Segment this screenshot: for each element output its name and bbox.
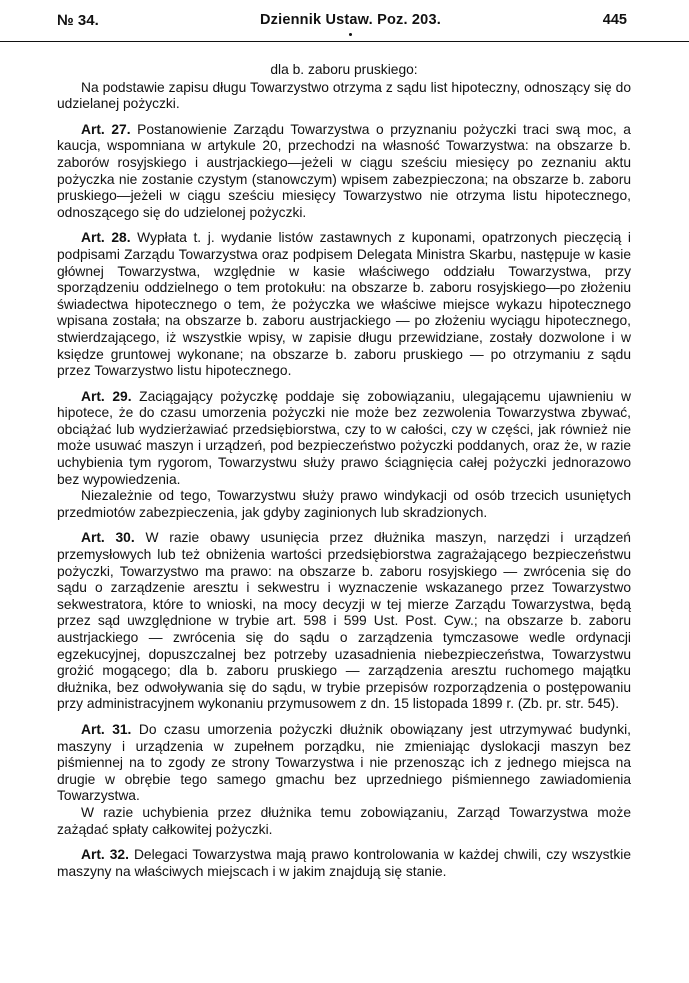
article-27 [57,122,631,222]
article-text: W razie obawy usunięcia przez dłużnika maszyn, narzędzi i urządzeń przemysłowych lub też obniżenia wartości przedsiębiorstwa zagrażającego bezpieczeństwu pożyczki, Towarzystwo ma prawo: na obszarze b. zaboru rosyjskiego — zwrócenia się do sądu o zarządzenie aresztu i sekwestru i wyznaczenie wskazanego przez Towarzystwo sekwestratora, które to wnioski, na mocy decyzji w tej mierze Zarządu Towarzystwa, będą przez sąd uwzględnione w trybie art. 598 i 599 Ust. Post. Cyw.; na obszarze b. zaboru austrjackiego — zwrócenia się do sądu o zarządzenia tymczasowe wedle ordynacji egzekucyjnej, dopuszczalnej bez potrzeby uzasadnienia niebezpieczeństwa, Towarzystwu grożić mogącego; dla b. zaboru pruskiego — zarządzenia aresztu ruchomego majątku dłużnika, bez odwoływania się do sądu, w trybie przepisów rozporządzenia o postępowaniu przy administracyjnem wykonaniu przymusowem z dn. 15 listopada 1899 r. (Zb. pr. str. 545). [57,530,631,712]
intro-paragraph: Na podstawie zapisu długu Towarzystwo otrzyma z sądu list hipoteczny, odnoszący się do udzielanej pożyczki. [57,79,631,112]
article-31 [57,722,631,805]
article-label: Art. 32. [81,847,129,863]
article-label: Art. 28. [81,230,131,246]
document-body [57,62,631,880]
article-text: Do czasu umorzenia pożyczki dłużnik obowiązany jest utrzymywać budynki, maszyny i urządzenia w zupełnem porządku, nie zmieniając dyslokacji maszyn bez piśmiennej na to zgody ze strony Towarzystwa i nie przenosząc ich z jednego miejsca na drugie w obrębie tego samego gmachu bez uprzedniego piśmiennego zawiadomienia Towarzystwa. [57,721,631,804]
article-label: Art. 29. [81,388,132,404]
article-text: Zaciągający pożyczkę poddaje się zobowiązaniu, ulegającemu ujawnieniu w hipotece, że do czasu umorzenia pożyczki nie może bez zezwolenia Towarzystwa zbywać, obciążać lub wydzierżawiać przedsiębiorstwa, czy to w całości, czy w części, jak również nie może usuwać maszyn i urządzeń, pod bezpieczeństwo pożyczki poddanych, oraz że, w razie uchybienia tym rygorom, Towarzystwu służy prawo ściągnięcia całej pożyczki jednorazowo bez wypowiedzenia. [57,388,631,487]
article-29-continuation: Niezależnie od tego, Towarzystwu służy prawo windykacji od osób trzecich usuniętych przedmiotów zabezpieczenia, jak gdyby zaginionych lub skradzionych. [57,488,631,520]
issue-number: № 34. [57,12,99,29]
article-label: Art. 27. [81,121,131,137]
article-28 [57,230,631,379]
article-label: Art. 30. [81,530,135,546]
article-32 [57,847,631,880]
section-subheading: dla b. zaboru pruskiego: [270,62,418,77]
header-dot [349,33,352,36]
article-text: Postanowienie Zarządu Towarzystwa o przyznaniu pożyczki traci swą moc, a kaucja, wspomniana w artykule 20, przechodzi na własność Towarzystwa: na obszarze b. zaborów rosyjskiego i austrjackiego—jeżeli w ciągu sześciu miesięcy po zeznaniu aktu pożyczka nie zostanie czystym (stanowczym) wpisem zabezpieczona; na obszarze b. zaboru pruskiego—jeżeli w ciągu sześciu miesięcy Towarzystwo nie otrzyma listu hipotecznego, odnoszącego się do udzielonej pożyczki. [57,121,631,220]
header-rule [0,41,689,42]
article-text: Wypłata t. j. wydanie listów zastawnych z kuponami, opatrzonych pieczęcią i podpisami Zarządu Towarzystwa oraz podpisem Delegata Ministra Skarbu, następuje w kasie głównej Towarzystwa, względnie w kasie właściwego oddziału Towarzystwa, przy sporządzeniu oddzielnego o tem protokułu: na obszarze b. zaboru rosyjskiego—po złożeniu świadectwa hipotecznego o tem, że pożyczka we właściwe miejsce wykazu hipotecznego wpisana została; na obszarze b. zaboru austrjackiego — po złożeniu wyciągu hipotecznego, stwierdzającego, iż wszystkie wpisy, w zapisie długu przewidziane, zostały dozwolone i w księdze gruntowej wykonane; na obszarze b. zaboru pruskiego — po otrzymaniu z sądu przez Towarzystwo listu hipotecznego. [57,230,631,379]
article-29 [57,389,631,489]
article-31-continuation: W razie uchybienia przez dłużnika temu zobowiązaniu, Zarząd Towarzystwa może zażądać spłaty całkowitej pożyczki. [57,804,631,837]
journal-title: Dziennik Ustaw. Poz. 203. [260,12,441,28]
article-30 [57,530,631,713]
article-text: Delegaci Towarzystwa mają prawo kontrolowania w każdej chwili, czy wszystkie maszyny na właściwych miejscach i w jakim znajdują się stanie. [57,847,631,879]
article-label: Art. 31. [81,721,132,737]
page-number: 445 [602,12,627,28]
page-header [57,0,627,34]
